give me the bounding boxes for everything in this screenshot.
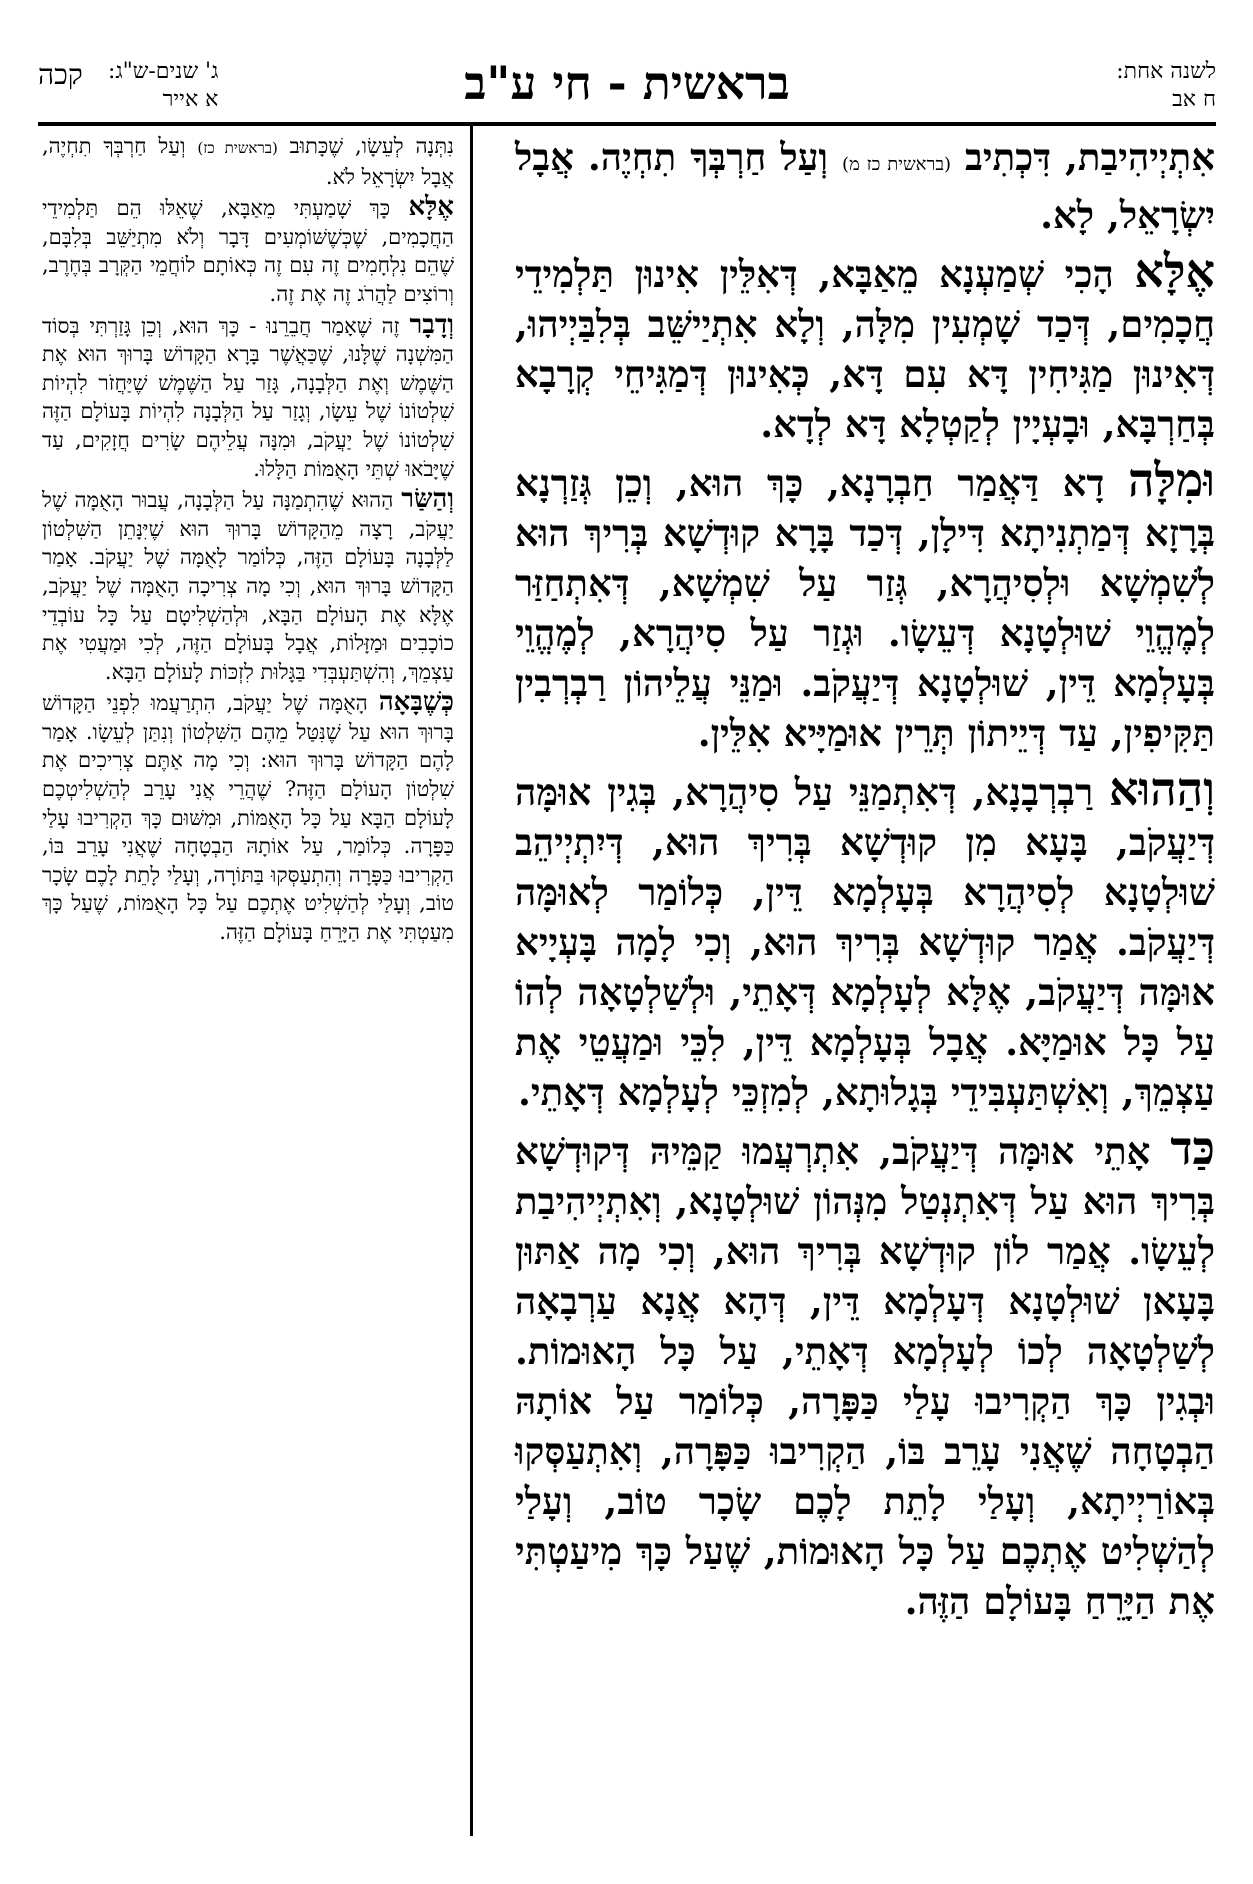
paragraph-opening-word: וּמִלָּה [1127, 453, 1215, 507]
main-column-aramaic [515, 132, 1215, 1628]
alt-cycle-label: ג' שנים-ש"ג: [108, 59, 219, 84]
paragraph-text: זֶה שֶׁאָמַר חֲבֵרֵנוּ - כָּךְ הוּא, וְכֵן גָּזַרְתִּי בְּסוֹד הַמִּשְׁנָה שֶׁלָּנוּ, שֶׁכַּאֲשֶׁר בָּרָא הַקָּדוֹשׁ בָּרוּךְ הוּא אֶת הַשֶּׁמֶשׁ וְאֶת הַלְּבָנָה, גָּזַר עַל הַשֶּׁמֶשׁ שֶׁיַּחֲזֹר לִהְיוֹת שִׁלְטוֹנוֹ שֶׁל עֵשָׂו, וְגָזַר עַל הַלְּבָנָה לִהְיוֹת בָּעוֹלָם הַזֶּה שִׁלְטוֹנוֹ שֶׁל יַעֲקֹב, וּמִנָּה עֲלֵיהֶם שָׂרִים חֲזָקִים, עַד שֶׁיָּבֹאוּ שְׁתֵּי הָאֻמּוֹת הַלָּלוּ. [42, 313, 454, 481]
paragraph-opening-word: אֶלָּא [1134, 244, 1215, 298]
paragraph-text: אָתֵי אוּמָּה דְּיַעֲקֹב, אִתְרְעֲמוּ קַמֵּיהּ דְּקוּדְשָׁא בְּרִיךְ הוּא עַל דְּאִתְנְטַל מִנְּהוֹן שׁוּלְטָנָא, וְאִתְיְיהִיבַת לְעֵשָׂו. אֲמַר לוֹן קוּדְשָׁא בְּרִיךְ הוּא, וְכִי מָה אַתּוּן בָּעָאן שׁוּלְטָנָא דְּעָלְמָא דֵּין, דְּהָא אֲנָא עַרְבָאָה לְשַׁלְטָאָה לְכוֹ לְעָלְמָא דְּאָתֵי, עַל כָּל הָאוּמוֹת. וּבְגִין כָּךְ הַקְרִיבוּ עָלַי כַּפָּרָה, כְּלוֹמַר עַל אוֹתָהּ הַבְטָחָה שֶׁאֲנִי עָרֵב בּוֹ, הַקְרִיבוּ כַּפָּרָה, וְאִתְעַסְּקוּ בְּאוֹרַיְיתָא, וְעָלַי לָתֵת לָכֶם שָׂכָר טוֹב, וְעָלַי לְהַשְׁלִיט אֶתְכֶם עַל כָּל הָאוּמוֹת, שֶׁעַל כָּךְ מִיעַטְתִּי אֶת הַיָּרֵחַ בָּעוֹלָם הַזֶּה. [515, 1129, 1215, 1623]
paragraph-opening-word: כַּד [1170, 1121, 1215, 1175]
main-paragraph [515, 246, 1215, 449]
paragraph-text: הָכִי שְׁמַעְנָא מֵאַבָּא, דְּאִלֵּין אִינוּן תַּלְמִידֵי חֲכָמִים, דְּכַד שָׁמְעִין מִלָּה, וְלָא אִתְיַישֵּׁב בְּלִבַּיְיהוּ, דְּאִינוּן מַגִּיחִין דָּא עִם דָּא, כְּאִינוּן דְּמַגִּיחֵי קְרָבָא בְּחַרְבָּא, וּבָעְיָין לְקַטְלָא דָּא לְדָא. [515, 252, 1215, 446]
paragraph-opening-word: וְהַשַּׂר [401, 484, 454, 515]
page-title: בראשית - חי ע"ב [464, 56, 790, 110]
alt-cycle-info [108, 58, 218, 114]
paragraph-opening-word: כְּשֶׁבָּאָה [378, 687, 454, 718]
main-paragraph [515, 1123, 1215, 1626]
side-paragraph [42, 688, 454, 946]
paragraph-text-continued: וְעַל חַרְבְּךָ תִחְיֶה, אֲבָל יִשְׂרָאֵל לֹא. [42, 134, 454, 189]
page-number: קכה [38, 58, 83, 91]
side-paragraph [42, 193, 454, 308]
side-paragraph [42, 132, 454, 191]
paragraph-text: דָא דַּאֲמַר חַבְרָנָא, כָּךְ הוּא, וְכֵן גְּזַרְנָא בְּרָזָא דְּמַתְנִיתָא דִּילָן, דְּכַד בָּרָא קוּדְשָׁא בְּרִיךְ הוּא לְשִׁמְשָׁא וּלְסִיהֲרָא, גְּזַר עַל שִׁמְשָׁא, דְּאִתְחַזַּר לְמֶהֱוֵי שׁוּלְטָנָא דְּעֵשָׂו. וּגְזַר עַל סִיהֲרָא, לְמֶהֱוֵי בְּעָלְמָא דֵּין, שׁוּלְטָנָא דְּיַעֲקֹב. וּמַנֵּי עֲלֵיהוֹן רַבְרְבִין תַּקִּיפִין, עַד דְּיֵיתוֹן תְּרֵין אוּמַיָּיא אִלֵּין. [515, 461, 1215, 755]
cycle-date: ח אב [1172, 87, 1216, 112]
verse-citation: (בראשית כז מ) [842, 154, 952, 175]
paragraph-text: אִתְיְיהִיבַת, דִּכְתִיב [951, 135, 1216, 179]
cycle-label: לשנה אחת: [1116, 59, 1216, 84]
page-header [38, 48, 1216, 128]
paragraph-opening-word: אֶלָּא [408, 192, 454, 223]
verse-citation: (בראשית כז) [197, 139, 278, 157]
main-paragraph [515, 455, 1215, 758]
header-rule [38, 122, 1216, 126]
paragraph-opening-word: וְהַהוּא [1109, 762, 1215, 816]
paragraph-text-continued: וְעַל חַרְבְּךָ תִחְיֶה. אֲבָל יִשְׂרָאֵל, לָא. [515, 135, 1215, 237]
main-paragraph [515, 132, 1215, 240]
main-paragraph [515, 764, 1215, 1117]
paragraph-text: כָּךְ שָׁמַעְתִּי מֵאַבָּא, שֶׁאֵלּוּ הֵם תַּלְמִידֵי הַחֲכָמִים, שֶׁכְּשֶׁשּׁוֹמְעִים דָּבָר וְלֹא מִתְיַשֵּׁב בְּלִבָּם, שֶׁהֵם נִלְחָמִים זֶה עִם זֶה כְּאוֹתָם לוֹחֲמֵי הַקְּרָב בְּחֶרֶב, וְרוֹצִים לַהֲרֹג זֶה אֶת זֶה. [42, 196, 454, 306]
paragraph-text: רַבְרְבָנָא, דְּאִתְמַנֵּי עַל סִיהֲרָא, בְּגִין אוּמָּה דְּיַעֲקֹב, בָּעָא מִן קוּדְשָׁא בְּרִיךְ הוּא, דְּיִתְיְיהֵב שׁוּלְטָנָא לְסִיהֲרָא בְּעָלְמָא דֵּין, כְּלוֹמַר לְאוּמָּה דְּיַעֲקֹב. אֲמַר קוּדְשָׁא בְּרִיךְ הוּא, וְכִי לָמָה בָּעְיָיא אוּמָּה דְּיַעֲקֹב, אֶלָּא לְעָלְמָא דְּאָתֵי, וּלְשַׁלְטָאָה לְהוֹ עַל כָּל אוּמַיָּא. אֲבָל בְּעָלְמָא דֵּין, לִכֵּי וּמַעֲטֵי אֶת עַצְמֵךְ, וְאִשְׁתַּעְבִּידֵי בְּגָלוּתָא, לְמִזְכֵּי לְעָלְמָא דְּאָתֵי. [515, 770, 1215, 1114]
paragraph-opening-word: וְדָבָר [409, 309, 454, 340]
side-column-hebrew [42, 132, 454, 949]
paragraph-text: הַהוּא שֶׁהִתְמַנָּה עַל הַלְּבָנָה, עֲבוּר הָאֻמָּה שֶׁל יַעֲקֹב, רָצָה מֵהַקָּדוֹשׁ בָּרוּךְ הוּא שֶׁיִּנָּתֵן הַשִּׁלְטוֹן לַלְּבָנָה בָּעוֹלָם הַזֶּה, כְּלוֹמַר לָאֻמָּה שֶׁל יַעֲקֹב. אָמַר הַקָּדוֹשׁ בָּרוּךְ הוּא, וְכִי מָה צְרִיכָה הָאֻמָּה שֶׁל יַעֲקֹב, אֶלָּא אֶת הָעוֹלָם הַבָּא, וּלְהַשְׁלִיטָם עַל כָּל עוֹבְדֵי כוֹכָבִים וּמַזָּלוֹת, אֲבָל בָּעוֹלָם הַזֶּה, לְכִי וּמַעֲטִי אֶת עַצְמֵךְ, וְהִשְׁתַּעְבְּדִי בַּגָּלוּת לִזְכּוֹת לָעוֹלָם הַבָּא. [42, 488, 454, 684]
paragraph-text: נִתְּנָה לְעֵשָׂו, שֶׁכָּתוּב [277, 134, 454, 158]
paragraph-text: הָאֻמָּה שֶׁל יַעֲקֹב, הִתְרַעֲמוּ לִפְנֵי הַקָּדוֹשׁ בָּרוּךְ הוּא עַל שֶׁנִּטַּל מֵהֶם הַשִּׁלְטוֹן וְנִתַּן לְעֵשָׂו. אָמַר לָהֶם הַקָּדוֹשׁ בָּרוּךְ הוּא: וְכִי מָה אַתֶּם צְרִיכִים אֶת שִׁלְטוֹן הָעוֹלָם הַזֶּה? שֶׁהֲרֵי אֲנִי עָרֵב לְהַשְׁלִיטְכֶם לָעוֹלָם הַבָּא עַל כָּל הָאֻמּוֹת, וּמִשּׁוּם כָּךְ הַקְרִיבוּ עָלַי כַּפָּרָה. כְּלוֹמַר, עַל אוֹתָהּ הַבְטָחָה שֶׁאֲנִי עָרֵב בּוֹ, הַקְרִיבוּ כַּפָּרָה וְהִתְעַסְּקוּ בַּתּוֹרָה, וְעָלַי לָתֵת לָכֶם שָׂכָר טוֹב, וְעָלַי לְהַשְׁלִיט אֶתְכֶם עַל כָּל הָאֻמּוֹת, שֶׁעַל כָּךְ מִעַטְתִּי אֶת הַיָּרֵחַ בָּעוֹלָם הַזֶּה. [42, 691, 454, 945]
side-paragraph [42, 485, 454, 686]
side-paragraph [42, 311, 454, 484]
alt-cycle-date: א אייר [162, 87, 219, 112]
column-divider [470, 126, 473, 1836]
